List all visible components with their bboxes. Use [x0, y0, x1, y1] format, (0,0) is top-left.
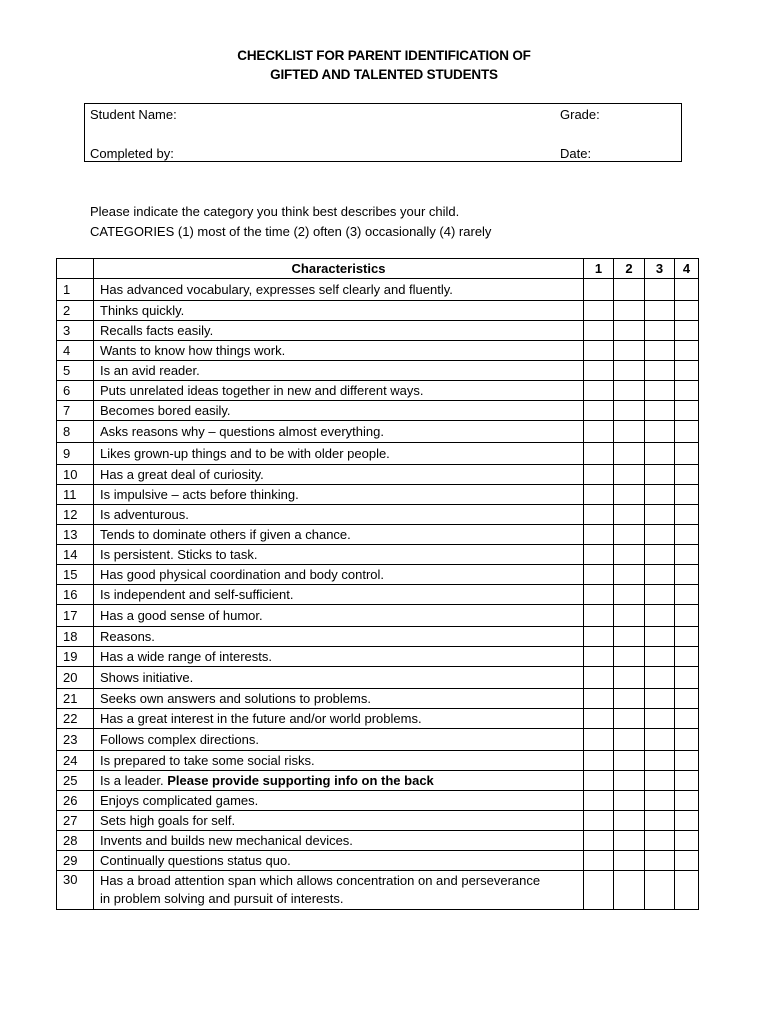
rating-cell-category-3[interactable] [645, 791, 675, 811]
characteristic-text: Has a good sense of humor. [100, 607, 263, 623]
table-row [57, 791, 699, 811]
rating-cell-category-3[interactable] [645, 341, 675, 361]
rating-cell-category-1[interactable] [584, 401, 614, 421]
row-number: 23 [57, 729, 94, 751]
characteristic-text: Has a wide range of interests. [100, 648, 272, 664]
rating-cell-category-2[interactable] [614, 729, 645, 751]
rating-cell-category-1[interactable] [584, 811, 614, 831]
rating-cell-category-2[interactable] [614, 811, 645, 831]
table-row [57, 689, 699, 709]
characteristic-cell [94, 545, 584, 565]
row-number: 8 [57, 421, 94, 443]
rating-cell-category-4[interactable] [675, 811, 699, 831]
rating-cell-category-4[interactable] [675, 443, 699, 465]
rating-cell-category-2[interactable] [614, 831, 645, 851]
characteristic-cell [94, 811, 584, 831]
rating-cell-category-2[interactable] [614, 381, 645, 401]
rating-cell-category-4[interactable] [675, 689, 699, 709]
rating-cell-category-2[interactable] [614, 627, 645, 647]
rating-cell-category-3[interactable] [645, 627, 675, 647]
rating-cell-category-4[interactable] [675, 647, 699, 667]
rating-cell-category-4[interactable] [675, 565, 699, 585]
rating-cell-category-2[interactable] [614, 585, 645, 605]
rating-cell-category-3[interactable] [645, 321, 675, 341]
rating-cell-category-4[interactable] [675, 729, 699, 751]
title-line-2: GIFTED AND TALENTED STUDENTS [270, 67, 498, 82]
row-number: 2 [57, 301, 94, 321]
row-number: 1 [57, 279, 94, 301]
table-row [57, 605, 699, 627]
table-row [57, 361, 699, 381]
characteristic-cell [94, 647, 584, 667]
characteristic-cell [94, 505, 584, 525]
rating-cell-category-3[interactable] [645, 771, 675, 791]
characteristic-text: Follows complex directions. [100, 731, 259, 747]
characteristic-cell [94, 421, 584, 443]
characteristic-text: Is adventurous. [100, 506, 189, 522]
row-number: 13 [57, 525, 94, 545]
grade-label: Grade: [560, 107, 600, 122]
rating-cell-category-1[interactable] [584, 381, 614, 401]
characteristic-cell [94, 279, 584, 301]
characteristic-cell [94, 585, 584, 605]
rating-cell-category-1[interactable] [584, 505, 614, 525]
table-row [57, 771, 699, 791]
characteristic-text: Shows initiative. [100, 669, 194, 685]
rating-cell-category-4[interactable] [675, 401, 699, 421]
characteristic-cell [94, 565, 584, 585]
rating-cell-category-3[interactable] [645, 647, 675, 667]
rating-cell-category-2[interactable] [614, 545, 645, 565]
rating-cell-category-2[interactable] [614, 279, 645, 301]
table-row [57, 585, 699, 605]
row-number: 19 [57, 647, 94, 667]
rating-cell-category-2[interactable] [614, 321, 645, 341]
characteristic-text: Is impulsive – acts before thinking. [100, 486, 299, 502]
characteristic-text: Has advanced vocabulary, expresses self clearly and fluently. [100, 281, 453, 297]
row-number: 20 [57, 667, 94, 689]
rating-cell-category-1[interactable] [584, 443, 614, 465]
row-number: 4 [57, 341, 94, 361]
characteristic-cell [94, 443, 584, 465]
characteristic-cell [94, 321, 584, 341]
rating-cell-category-2[interactable] [614, 871, 645, 910]
characteristic-text: Asks reasons why – questions almost everything. [100, 423, 384, 439]
characteristic-text: Seeks own answers and solutions to problems. [100, 690, 371, 706]
row-number: 18 [57, 627, 94, 647]
characteristic-cell [94, 361, 584, 381]
characteristic-cell [94, 341, 584, 361]
table-row [57, 485, 699, 505]
row-number: 14 [57, 545, 94, 565]
rating-cell-category-4[interactable] [675, 421, 699, 443]
rating-cell-category-1[interactable] [584, 545, 614, 565]
rating-cell-category-1[interactable] [584, 667, 614, 689]
rating-cell-category-2[interactable] [614, 791, 645, 811]
rating-cell-category-2[interactable] [614, 465, 645, 485]
title-line-1: CHECKLIST FOR PARENT IDENTIFICATION OF [237, 48, 531, 63]
characteristic-cell [94, 709, 584, 729]
rating-cell-category-1[interactable] [584, 771, 614, 791]
rating-cell-category-3[interactable] [645, 851, 675, 871]
characteristic-text: Is a leader. [100, 772, 164, 788]
table-row [57, 667, 699, 689]
rating-cell-category-3[interactable] [645, 279, 675, 301]
characteristic-text: Is independent and self-sufficient. [100, 586, 294, 602]
row-number: 24 [57, 751, 94, 771]
rating-cell-category-3[interactable] [645, 525, 675, 545]
characteristic-cell [94, 729, 584, 751]
rating-cell-category-1[interactable] [584, 851, 614, 871]
rating-cell-category-4[interactable] [675, 381, 699, 401]
characteristic-text: Wants to know how things work. [100, 342, 286, 358]
characteristic-text: Continually questions status quo. [100, 852, 291, 868]
rating-cell-category-2[interactable] [614, 525, 645, 545]
rating-cell-category-1[interactable] [584, 361, 614, 381]
rating-cell-category-4[interactable] [675, 361, 699, 381]
table-row [57, 709, 699, 729]
table-header-row [57, 259, 699, 279]
rating-cell-category-1[interactable] [584, 627, 614, 647]
rating-cell-category-3[interactable] [645, 545, 675, 565]
rating-cell-category-2[interactable] [614, 689, 645, 709]
characteristic-text: Puts unrelated ideas together in new and different ways. [100, 382, 424, 398]
rating-cell-category-4[interactable] [675, 709, 699, 729]
characteristic-text: Thinks quickly. [100, 302, 185, 318]
table-row [57, 871, 699, 910]
rating-cell-category-4[interactable] [675, 321, 699, 341]
rating-cell-category-3[interactable] [645, 605, 675, 627]
characteristic-cell [94, 485, 584, 505]
characteristics-table [56, 258, 699, 910]
row-number: 11 [57, 485, 94, 505]
rating-cell-category-1[interactable] [584, 301, 614, 321]
rating-cell-category-3[interactable] [645, 811, 675, 831]
row-number: 16 [57, 585, 94, 605]
rating-cell-category-4[interactable] [675, 341, 699, 361]
student-info-box [84, 103, 682, 162]
rating-cell-category-3[interactable] [645, 301, 675, 321]
table-row [57, 545, 699, 565]
rating-cell-category-1[interactable] [584, 485, 614, 505]
rating-cell-category-2[interactable] [614, 505, 645, 525]
rating-cell-category-3[interactable] [645, 421, 675, 443]
rating-cell-category-3[interactable] [645, 361, 675, 381]
rating-cell-category-2[interactable] [614, 647, 645, 667]
table-row [57, 647, 699, 667]
characteristic-text: Is an avid reader. [100, 362, 200, 378]
table-row [57, 811, 699, 831]
characteristic-cell [94, 605, 584, 627]
rating-cell-category-4[interactable] [675, 871, 699, 910]
rating-cell-category-4[interactable] [675, 485, 699, 505]
row-number: 3 [57, 321, 94, 341]
rating-cell-category-2[interactable] [614, 443, 645, 465]
table-row [57, 505, 699, 525]
rating-cell-category-1[interactable] [584, 709, 614, 729]
rating-cell-category-4[interactable] [675, 751, 699, 771]
rating-cell-category-3[interactable] [645, 709, 675, 729]
rating-cell-category-1[interactable] [584, 871, 614, 910]
instructions [90, 202, 491, 241]
rating-cell-category-3[interactable] [645, 485, 675, 505]
characteristic-cell [94, 771, 584, 791]
row-number: 30 [57, 871, 94, 910]
row-number: 15 [57, 565, 94, 585]
rating-cell-category-1[interactable] [584, 647, 614, 667]
characteristic-cell [94, 667, 584, 689]
rating-cell-category-3[interactable] [645, 505, 675, 525]
table-row [57, 465, 699, 485]
row-number: 6 [57, 381, 94, 401]
rating-cell-category-4[interactable] [675, 605, 699, 627]
student-name-label: Student Name: [90, 107, 177, 122]
rating-cell-category-3[interactable] [645, 565, 675, 585]
rating-cell-category-2[interactable] [614, 421, 645, 443]
table-row [57, 751, 699, 771]
table-row [57, 443, 699, 465]
characteristic-cell [94, 689, 584, 709]
characteristic-cell [94, 627, 584, 647]
row-number: 26 [57, 791, 94, 811]
rating-cell-category-2[interactable] [614, 341, 645, 361]
characteristic-text: Is persistent. Sticks to task. [100, 546, 258, 562]
rating-cell-category-4[interactable] [675, 525, 699, 545]
characteristic-text: Has a great deal of curiosity. [100, 466, 264, 482]
rating-cell-category-4[interactable] [675, 831, 699, 851]
rating-cell-category-1[interactable] [584, 729, 614, 751]
row-number: 25 [57, 771, 94, 791]
supporting-info-note: Please provide supporting info on the back [167, 772, 434, 788]
instructions-line-1: Please indicate the category you think best describes your child. [90, 204, 460, 219]
rating-cell-category-1[interactable] [584, 751, 614, 771]
characteristic-text: Becomes bored easily. [100, 402, 231, 418]
row-number: 27 [57, 811, 94, 831]
rating-cell-category-3[interactable] [645, 667, 675, 689]
header-category-2: 2 [614, 259, 645, 279]
table-row [57, 321, 699, 341]
row-number: 9 [57, 443, 94, 465]
characteristic-cell [94, 791, 584, 811]
rating-cell-category-4[interactable] [675, 771, 699, 791]
characteristic-text-continued: in problem solving and pursuit of interests. [100, 891, 344, 906]
characteristic-cell [94, 381, 584, 401]
rating-cell-category-2[interactable] [614, 751, 645, 771]
rating-cell-category-2[interactable] [614, 851, 645, 871]
table-row [57, 525, 699, 545]
table-row [57, 301, 699, 321]
rating-cell-category-3[interactable] [645, 689, 675, 709]
rating-cell-category-4[interactable] [675, 585, 699, 605]
characteristic-cell [94, 851, 584, 871]
rating-cell-category-1[interactable] [584, 689, 614, 709]
characteristic-text: Is prepared to take some social risks. [100, 752, 315, 768]
characteristic-cell [94, 301, 584, 321]
table-row [57, 831, 699, 851]
rating-cell-category-1[interactable] [584, 341, 614, 361]
rating-cell-category-4[interactable] [675, 465, 699, 485]
characteristic-text: Likes grown-up things and to be with older people. [100, 445, 390, 461]
characteristic-cell [94, 751, 584, 771]
rating-cell-category-2[interactable] [614, 709, 645, 729]
rating-cell-category-1[interactable] [584, 525, 614, 545]
rating-cell-category-3[interactable] [645, 381, 675, 401]
characteristic-cell [94, 831, 584, 851]
table-row [57, 851, 699, 871]
row-number: 21 [57, 689, 94, 709]
row-number: 5 [57, 361, 94, 381]
rating-cell-category-2[interactable] [614, 401, 645, 421]
row-number: 7 [57, 401, 94, 421]
characteristic-text: Invents and builds new mechanical devices. [100, 832, 353, 848]
row-number: 12 [57, 505, 94, 525]
characteristic-cell [94, 871, 584, 910]
rating-cell-category-3[interactable] [645, 871, 675, 910]
rating-cell-category-1[interactable] [584, 585, 614, 605]
characteristic-text: Tends to dominate others if given a chance. [100, 526, 351, 542]
table-row [57, 279, 699, 301]
header-number [57, 259, 94, 279]
rating-cell-category-2[interactable] [614, 485, 645, 505]
rating-cell-category-4[interactable] [675, 505, 699, 525]
rating-cell-category-4[interactable] [675, 667, 699, 689]
rating-cell-category-3[interactable] [645, 729, 675, 751]
rating-cell-category-1[interactable] [584, 279, 614, 301]
rating-cell-category-3[interactable] [645, 831, 675, 851]
rating-cell-category-1[interactable] [584, 421, 614, 443]
rating-cell-category-4[interactable] [675, 851, 699, 871]
rating-cell-category-2[interactable] [614, 771, 645, 791]
characteristic-cell [94, 401, 584, 421]
rating-cell-category-1[interactable] [584, 321, 614, 341]
characteristic-text: Has a great interest in the future and/or world problems. [100, 710, 422, 726]
row-number: 17 [57, 605, 94, 627]
table-row [57, 729, 699, 751]
rating-cell-category-2[interactable] [614, 667, 645, 689]
rating-cell-category-4[interactable] [675, 279, 699, 301]
row-number: 10 [57, 465, 94, 485]
characteristic-text: Has a broad attention span which allows concentration on and perseverance [100, 873, 541, 888]
rating-cell-category-1[interactable] [584, 565, 614, 585]
table-row [57, 381, 699, 401]
table-row [57, 565, 699, 585]
rating-cell-category-1[interactable] [584, 831, 614, 851]
date-label: Date: [560, 146, 592, 161]
document-title [0, 46, 768, 84]
characteristic-text: Recalls facts easily. [100, 322, 214, 338]
header-category-3: 3 [645, 259, 675, 279]
characteristic-cell [94, 525, 584, 545]
rating-cell-category-4[interactable] [675, 627, 699, 647]
rating-cell-category-4[interactable] [675, 545, 699, 565]
rating-cell-category-1[interactable] [584, 465, 614, 485]
rating-cell-category-3[interactable] [645, 443, 675, 465]
characteristic-cell [94, 465, 584, 485]
header-category-1: 1 [584, 259, 614, 279]
table-row [57, 421, 699, 443]
rating-cell-category-4[interactable] [675, 791, 699, 811]
rating-cell-category-4[interactable] [675, 301, 699, 321]
rating-cell-category-2[interactable] [614, 605, 645, 627]
rating-cell-category-2[interactable] [614, 301, 645, 321]
characteristic-text: Sets high goals for self. [100, 812, 236, 828]
rating-cell-category-3[interactable] [645, 465, 675, 485]
rating-cell-category-3[interactable] [645, 585, 675, 605]
categories-legend: CATEGORIES (1) most of the time (2) often (3) occasionally (4) rarely [90, 223, 492, 239]
row-number: 29 [57, 851, 94, 871]
table-row [57, 627, 699, 647]
rating-cell-category-1[interactable] [584, 791, 614, 811]
characteristic-text: Enjoys complicated games. [100, 792, 259, 808]
characteristic-text: Has good physical coordination and body control. [100, 566, 385, 582]
characteristic-text: Reasons. [100, 628, 155, 644]
rating-cell-category-2[interactable] [614, 361, 645, 381]
rating-cell-category-3[interactable] [645, 751, 675, 771]
header-characteristics: Characteristics [94, 259, 584, 279]
table-row [57, 401, 699, 421]
rating-cell-category-3[interactable] [645, 401, 675, 421]
rating-cell-category-2[interactable] [614, 565, 645, 585]
table-row [57, 341, 699, 361]
rating-cell-category-1[interactable] [584, 605, 614, 627]
row-number: 22 [57, 709, 94, 729]
completed-by-label: Completed by: [90, 146, 174, 161]
header-category-4: 4 [675, 259, 699, 279]
row-number: 28 [57, 831, 94, 851]
